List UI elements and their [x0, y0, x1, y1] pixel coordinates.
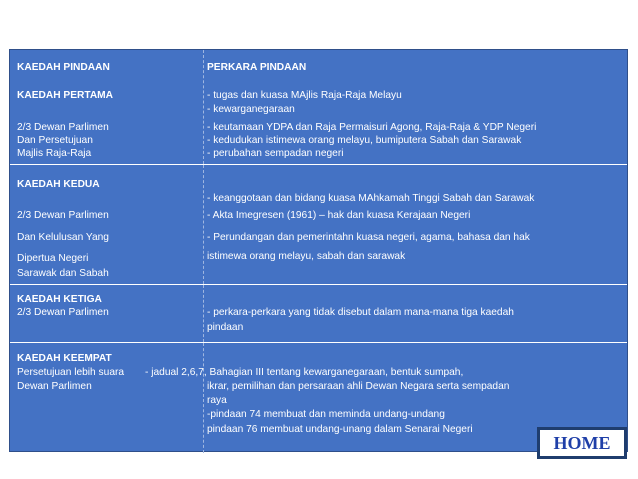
header-row [10, 50, 627, 165]
row1-right-4: - perubahan sempadan negeri [207, 148, 344, 159]
row1-right-1: - kewarganegaraan [207, 104, 295, 115]
header-left: KAEDAH PINDAAN [17, 62, 110, 73]
row4-right-3: pindaan 76 membuat undang-unang dalam Senarai Negeri [207, 424, 473, 435]
row2-right-1: - Akta Imegresen (1961) – hak dan kuasa Kerajaan Negeri [207, 210, 471, 221]
row1-right-0: - tugas dan kuasa MAjlis Raja-Raja Melayu [207, 90, 402, 101]
row2-left-1: 2/3 Dewan Parlimen [17, 210, 109, 221]
amendment-table [9, 49, 628, 452]
row1-right-2: - keutamaan YDPA dan Raja Permaisuri Agong, Raja-Raja & YDP Negeri [207, 122, 537, 133]
row2-right-0: - keanggotaan dan bidang kuasa MAhkamah Tinggi Sabah dan Sarawak [207, 193, 535, 204]
row2-left-2: Dan Kelulusan Yang [17, 232, 109, 243]
row1-left-4: Majlis Raja-Raja [17, 148, 92, 159]
row2-left-4: Sarawak dan Sabah [17, 268, 109, 279]
row4-right-1: raya [207, 395, 227, 406]
row1-left-2: 2/3 Dewan Parlimen [17, 122, 109, 133]
row2-right-2: - Perundangan dan pemerintahn kuasa negeri, agama, bahasa dan hak [207, 232, 530, 243]
column-divider [203, 285, 204, 342]
row-kaedah-keempat [10, 343, 627, 453]
row4-inline-prefix: - jadual 2,6,7, Bahagian III tentang kewarganegaraan, bentuk sumpah, [145, 367, 464, 378]
row4-right-2: -pindaan 74 membuat dan meminda undang-undang [207, 409, 445, 420]
row4-left-1: Persetujuan lebih suara [17, 367, 125, 378]
column-divider [203, 50, 204, 164]
header-right: PERKARA PINDAAN [207, 62, 307, 73]
row3-left-0: KAEDAH KETIGA [17, 294, 102, 305]
row4-left-0: KAEDAH KEEMPAT [17, 353, 112, 364]
row1-right-3: - kedudukan istimewa orang melayu, bumiputera Sabah dan Sarawak [207, 135, 522, 146]
row1-left-0: KAEDAH PERTAMA [17, 90, 114, 101]
column-divider [203, 343, 204, 453]
row3-left-1: 2/3 Dewan Parlimen [17, 307, 109, 318]
row-kaedah-ketiga [10, 285, 627, 343]
column-divider [203, 165, 204, 284]
home-button[interactable]: HOME [537, 427, 627, 459]
row1-left-3: Dan Persetujuan [17, 135, 93, 146]
row3-right-1: pindaan [207, 322, 244, 333]
row-kaedah-kedua [10, 165, 627, 285]
row4-right-0: ikrar, pemilihan dan persaraan ahli Dewan Negara serta sempadan [207, 381, 510, 392]
row2-left-0: KAEDAH KEDUA [17, 179, 100, 190]
row2-left-3: Dipertua Negeri [17, 253, 89, 264]
row3-right-0: - perkara-perkara yang tidak disebut dalam mana-mana tiga kaedah [207, 307, 514, 318]
row4-left-2: Dewan Parlimen [17, 381, 92, 392]
row2-right-3: istimewa orang melayu, sabah dan sarawak [207, 251, 406, 262]
